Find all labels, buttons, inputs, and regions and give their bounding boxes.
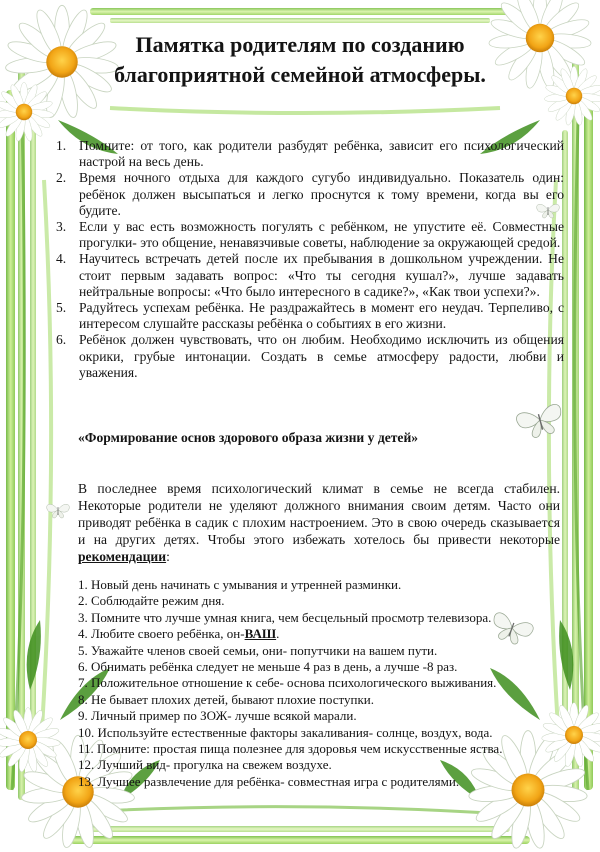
list-item xyxy=(78,643,568,659)
page-title xyxy=(70,30,530,90)
recommendations-list xyxy=(78,577,568,790)
item-number: 3. xyxy=(56,219,67,235)
item-number: 6. xyxy=(56,332,67,348)
list-item xyxy=(78,774,568,790)
intro-text: В последнее время психологический климат в семье не всегда стабилен. Некоторые родители не уделяют должного внимания своим детям. Часто они приводят ребёнка в садик с плохим настроением. Это в свою очередь сказывается и на других детях. Чтобы этого избежать хотелось бы привести некоторые xyxy=(78,481,560,547)
item-text: 1. Новый день начинать с умывания и утренней разминки. xyxy=(78,577,402,592)
item-text: 10. Используйте естественные факторы закаливания- солнце, воздух, вода. xyxy=(78,724,493,740)
list-item xyxy=(56,219,564,251)
item-text: 8. Не бывает плохих детей, бывают плохие поступки. xyxy=(78,691,375,707)
title-line: благоприятной семейной атмосферы. xyxy=(114,62,486,87)
item-end: . xyxy=(276,626,280,642)
item-text: 13. Лучшее развлечение для ребёнка- совместная игра с родителями. xyxy=(78,773,460,789)
list-item xyxy=(56,251,564,300)
list-item xyxy=(78,659,568,675)
list-item xyxy=(78,593,568,609)
list-item xyxy=(78,675,568,691)
list-item xyxy=(78,626,568,642)
item-text: Время ночного отдыха для каждого сугубо индивидуально. Показатель один: ребёнок должен высыпаться и легко проснутся к тому времени, когда вы его будите. xyxy=(79,170,564,218)
list-item xyxy=(78,577,568,593)
list-item xyxy=(78,692,568,708)
recommendations-emphasis: рекомендации xyxy=(78,549,167,564)
item-text: Научитесь встречать детей после их пребывания в дошкольном учреждении. Не стоит первым задавать вопрос: «Что ты сегодня кушал?», лучше задавать нейтральные вопросы: «Что было интересного в садике?», «Как твои успехи?». xyxy=(79,251,564,299)
item-text: 9. Личный пример по ЗОЖ- лучше всякой марали. xyxy=(78,708,357,724)
memo-list xyxy=(56,138,564,381)
item-text: 3. Помните что лучше умная книга, чем бесцельный просмотр телевизора. xyxy=(78,609,492,625)
intro-paragraph xyxy=(78,480,560,565)
list-item xyxy=(78,708,568,724)
item-text: 4. Любите своего ребёнка, он- xyxy=(78,626,245,642)
item-text: Радуйтесь успехам ребёнка. Не раздражайтесь в момент его неудач. Терпеливо, с интересом слушайте рассказы ребёнка о событиях в его жизни. xyxy=(79,300,564,332)
item-number: 2. xyxy=(56,170,67,186)
item-number: 4. xyxy=(56,251,67,267)
list-item xyxy=(56,332,564,381)
title-line: Памятка родителям по созданию xyxy=(135,32,465,57)
item-text: 6. Обнимать ребёнка следует не меньше 4 раз в день, а лучше -8 раз. xyxy=(78,659,458,675)
item-text: 7. Положительное отношение к себе- основа психологического выживания. xyxy=(78,675,497,691)
section-heading: «Формирование основ здорового образа жизни у детей» xyxy=(78,430,419,445)
list-item xyxy=(78,725,568,741)
item-text: 2. Соблюдайте режим дня. xyxy=(78,593,225,609)
list-item xyxy=(78,757,568,773)
intro-end: : xyxy=(166,549,170,564)
item-text: 11. Помните: простая пища полезнее для здоровья чем искусственные яства. xyxy=(78,741,503,757)
item-text: 5. Уважайте членов своей семьи, они- попутчики на вашем пути. xyxy=(78,642,438,658)
item-text: 12. Лучший вид- прогулка на свежем воздухе. xyxy=(78,757,332,773)
list-item xyxy=(56,300,564,332)
item-text: Помните: от того, как родители разбудят ребёнка, зависит его психологический настрой на весь день. xyxy=(79,138,564,170)
list-item xyxy=(56,138,564,170)
item-number: 1. xyxy=(56,138,67,153)
item-text: Ребёнок должен чувствовать, что он любим. Необходимо исключить из общения окрики, грубые интонации. Создать в семье атмосферу радости, любви и уважения. xyxy=(79,332,564,380)
item-text: Если у вас есть возможность погулять с ребёнком, не упустите её. Совместные прогулки- это общение, ненавязчивые советы, наблюдение за окружающей средой. xyxy=(79,219,564,251)
list-item xyxy=(56,170,564,219)
list-item xyxy=(78,610,568,626)
item-emphasis: ВАШ xyxy=(244,626,277,642)
item-number: 5. xyxy=(56,300,67,316)
list-item xyxy=(78,741,568,757)
